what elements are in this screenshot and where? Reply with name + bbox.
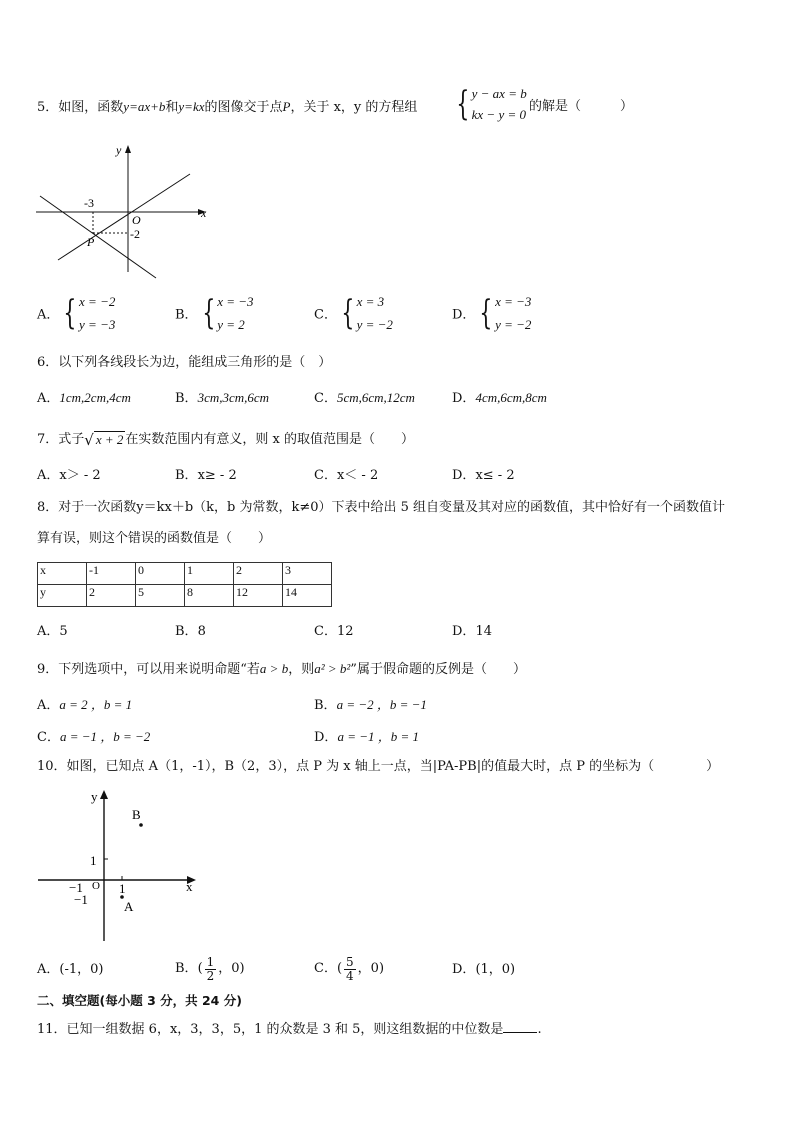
fraction: $\frac{1}{2}$ <box>206 954 215 983</box>
table-cell: 2 <box>87 585 136 607</box>
table-cell: 8 <box>185 585 234 607</box>
q10-one-x-label: 1 <box>119 881 126 896</box>
q10-stem: 10．如图，已知点 A（1，-1），B（2，3），点 P 为 x 轴上一点，当|PA-PB|的值最大时，点 P 的坐标为（ ） <box>37 759 720 774</box>
q6-stem: 6．以下列各线段长为边，能组成三角形的是（ ） <box>37 355 332 370</box>
q5-options <box>37 290 597 340</box>
table-cell: 3 <box>283 563 332 585</box>
q10-y-arrow <box>100 790 108 799</box>
table-cell: 5 <box>136 585 185 607</box>
q9-option-b[interactable]: B．a = −2 ，b = −1 <box>314 697 427 713</box>
q5-stem: 5．如图，函数y=ax+b和y=kx的图像交于点P，关于 x，y 的方程组 <box>37 99 418 115</box>
q7-option-a[interactable]: A．x＞ - 2 <box>37 468 101 483</box>
q6-option-b[interactable]: B．3cm,3cm,6cm <box>175 390 270 406</box>
q7-option-c[interactable]: C．x＜ - 2 <box>314 468 379 483</box>
q8-stem-line1: 8．对于一次函数y＝kx＋b（k，b 为常数，k≠0）下表中给出 5 组自变量及其对应的函数值，其中恰好有一个函数值计 <box>37 500 726 515</box>
q7-option-d[interactable]: D．x≤ - 2 <box>452 468 515 483</box>
table-cell: x <box>38 563 87 585</box>
q9-option-d[interactable]: D．a = −1 ，b = 1 <box>314 729 420 745</box>
q5-neg3-label: -3 <box>84 196 94 210</box>
q5-graph <box>36 140 216 280</box>
q9-option-a[interactable]: A．a = 2 ，b = 1 <box>37 697 133 713</box>
q5-y-label: y <box>116 143 122 157</box>
q10-origin-label: O <box>92 880 100 892</box>
table-row <box>38 585 332 607</box>
q10-neg1-y-label: −1 <box>74 892 88 907</box>
q5-option-a[interactable]: A． { x = −2 y = −3 <box>37 293 116 333</box>
q10-a-label: A <box>124 899 134 914</box>
table-cell: y <box>38 585 87 607</box>
q5-y-arrow <box>125 145 131 153</box>
q10-option-a[interactable]: A．(-1，0) <box>37 962 104 977</box>
q10-option-d[interactable]: D．(1，0) <box>452 962 516 977</box>
q5-option-d[interactable]: D． { x = −3 y = −2 <box>452 293 532 333</box>
q10-graph <box>36 785 206 945</box>
table-cell: 0 <box>136 563 185 585</box>
q10-neg1-x-label: −1 <box>69 880 83 895</box>
q5-x-label: x <box>201 206 207 220</box>
q8-option-b[interactable]: B．8 <box>175 624 206 639</box>
table-cell: 2 <box>234 563 283 585</box>
q8-table <box>37 562 332 607</box>
q10-option-c[interactable]: C． ( $\frac{5}{4}$ ，0) <box>314 954 385 983</box>
q10-point-b <box>139 823 143 827</box>
q10-option-b[interactable]: B． ( $\frac{1}{2}$ ，0) <box>175 954 245 983</box>
q7-stem: 7．式子 √ x + 2 在实数范围内有意义，则 x 的取值范围是（ ） <box>37 431 414 449</box>
table-row <box>38 563 332 585</box>
q8-option-a[interactable]: A．5 <box>37 624 68 639</box>
table-cell: 1 <box>185 563 234 585</box>
q6-option-d[interactable]: D．4cm,6cm,8cm <box>452 390 547 406</box>
table-cell: 14 <box>283 585 332 607</box>
q11-stem: 11．已知一组数据 6，x，3，3，5，1 的众数是 3 和 5，则这组数据的中位数是 . <box>37 1022 542 1037</box>
q6-option-a[interactable]: A．1cm,2cm,4cm <box>37 390 131 406</box>
q5-point-p-label: P <box>87 235 95 249</box>
q9-option-c[interactable]: C．a = −1 ，b = −2 <box>37 729 151 745</box>
q10-b-label: B <box>132 807 141 822</box>
q5-option-b[interactable]: B． { x = −3 y = 2 <box>175 293 254 333</box>
q10-one-y-label: 1 <box>90 853 97 868</box>
q5-neg2-label: -2 <box>130 227 140 241</box>
q8-option-c[interactable]: C．12 <box>314 624 354 639</box>
q7-option-b[interactable]: B．x≥ - 2 <box>175 468 237 483</box>
section-heading: 二、填空题(每小题 3 分，共 24 分) <box>37 993 242 1008</box>
q5-stem-end: 的解是（ ） <box>529 99 634 114</box>
table-cell: -1 <box>87 563 136 585</box>
q8-stem-line2: 算有误，则这个错误的函数值是（ ） <box>37 531 272 546</box>
q5-line-axb <box>58 174 190 260</box>
q5-origin-label: O <box>132 213 141 227</box>
fraction: $\frac{5}{4}$ <box>346 954 354 983</box>
sqrt-expression: √ x + 2 <box>84 431 124 449</box>
q8-option-d[interactable]: D．14 <box>452 624 492 639</box>
q5-system: { y − ax = b kx − y = 0 <box>456 84 527 124</box>
q10-x-label: x <box>186 879 193 894</box>
q6-option-c[interactable]: C．5cm,6cm,12cm <box>314 390 415 406</box>
answer-blank[interactable] <box>503 1020 537 1033</box>
table-cell: 12 <box>234 585 283 607</box>
q10-y-label: y <box>91 789 98 804</box>
q9-stem: 9．下列选项中，可以用来说明命题“若a > b，则a² > b²”属于假命题的反例是（ ） <box>37 661 526 677</box>
q5-option-c[interactable]: C． { x = 3 y = −2 <box>314 293 393 333</box>
